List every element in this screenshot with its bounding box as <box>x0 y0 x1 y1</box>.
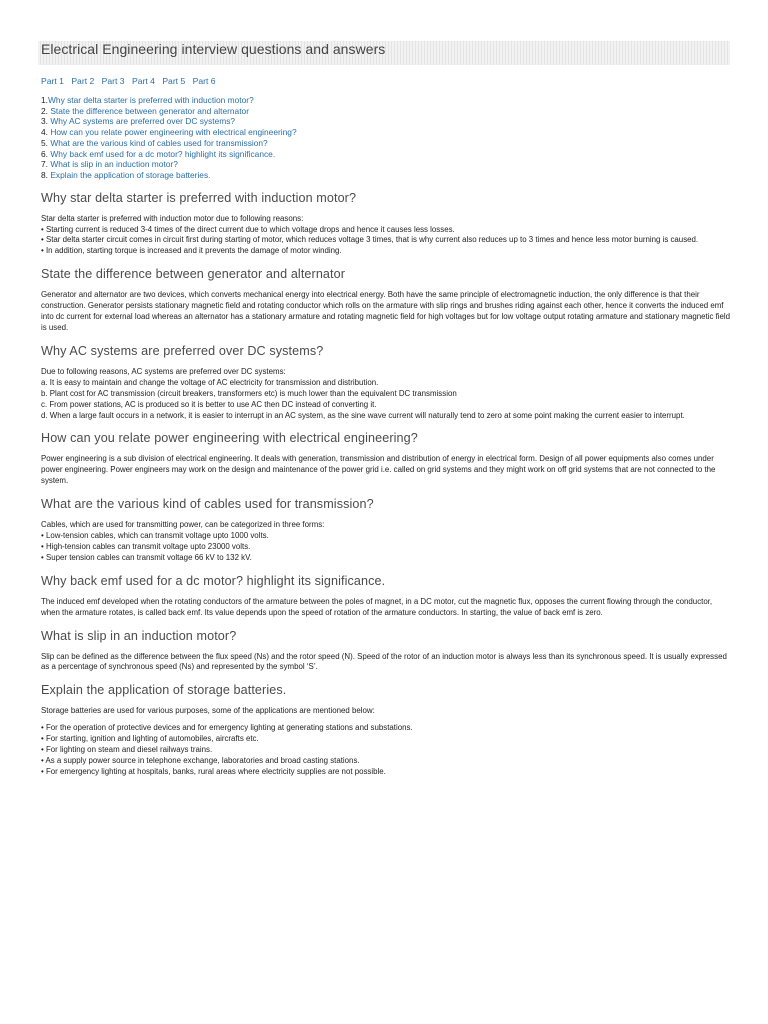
toc-link[interactable]: Why back emf used for a dc motor? highlight its significance. <box>50 148 276 159</box>
toc-item <box>41 170 732 181</box>
toc-link[interactable]: How can you relate power engineering with electrical engineering? <box>50 127 297 138</box>
answer-line: d. When a large fault occurs in a network, it is easier to interrupt in an AC system, as the sine wave current will naturally tend to zero at some point making the current easier to interrupt. <box>41 410 685 420</box>
toc-number: 1. <box>41 95 48 105</box>
section-body-back-emf <box>41 597 732 619</box>
toc-link[interactable]: State the difference between generator and alternator <box>50 105 249 116</box>
part-link-4[interactable]: Part 4 <box>131 76 155 86</box>
toc-item <box>41 127 732 138</box>
toc-number: 2. <box>41 105 48 116</box>
toc-number: 5. <box>41 137 48 148</box>
section-heading-storage-batteries: Explain the application of storage batteries. <box>41 683 287 698</box>
toc-number: 8. <box>41 169 48 180</box>
toc-link[interactable]: Explain the application of storage batteries. <box>50 169 211 180</box>
section-heading-cables: What are the various kind of cables used for transmission? <box>41 497 374 512</box>
toc-item <box>41 95 732 106</box>
table-of-contents <box>41 95 732 181</box>
section-body-cables <box>41 520 732 564</box>
answer-line: Generator and alternator are two devices, which converts mechanical energy into electrical energy. Both have the same principle of electromagnetic induction, the only difference is that their construction. Generator persists stationary magnetic field and rotating conductor which rolls on the armature with slip rings and brushes riding against each other, hence it converts the induced emf into dc current for external load whereas an alternator has a stationary armature and rotating magnetic field for high voltages but for low voltage output rotating armature and stationary magnetic field is used. <box>41 290 731 332</box>
part-link-2[interactable]: Part 2 <box>71 76 95 86</box>
section-heading-back-emf: Why back emf used for a dc motor? highlight its significance. <box>41 573 386 588</box>
answer-line: Slip can be defined as the difference between the flux speed (Ns) and the rotor speed (N). Speed of the rotor of an induction motor is always less than its synchronous speed. It is usually expressed as a percentage of synchronous speed (Ns) and represented by the symbol ‘S’. <box>41 651 727 672</box>
answer-line: The induced emf developed when the rotating conductors of the armature between the poles of magnet, in a DC motor, cut the magnetic flux, opposes the current flowing through the conductor, when the armature rotates, is called back emf. Its value depends upon the speed of rotation of the armature conductors. In starting, the value of back emf is zero. <box>41 596 713 617</box>
toc-number: 6. <box>41 148 48 159</box>
toc-item <box>41 106 732 117</box>
section-heading-ac-vs-dc: Why AC systems are preferred over DC systems? <box>41 343 324 358</box>
answer-line: • For emergency lighting at hospitals, banks, rural areas where electricity supplies are not possible. <box>41 766 386 776</box>
answer-line: • Super tension cables can transmit voltage 66 kV to 132 kV. <box>41 552 252 562</box>
answer-line: • For lighting on steam and diesel railways trains. <box>41 745 213 755</box>
toc-item <box>41 138 732 149</box>
section-heading-slip: What is slip in an induction motor? <box>41 628 237 643</box>
answer-line: • For starting, ignition and lighting of automobiles, aircrafts etc. <box>41 734 259 744</box>
toc-number: 4. <box>41 127 48 138</box>
answer-line: c. From power stations, AC is produced so it is better to use AC then DC instead of converting it. <box>41 399 377 409</box>
toc-number: 3. <box>41 116 48 127</box>
answer-line: • Starting current is reduced 3-4 times of the direct current due to which voltage drops and hence it causes less losses. <box>41 224 455 234</box>
section-heading-generator-alternator: State the difference between generator and alternator <box>41 267 346 282</box>
answer-line: • Low-tension cables, which can transmit voltage upto 1000 volts. <box>41 531 269 541</box>
answer-line: • In addition, starting torque is increased and it prevents the damage of motor winding. <box>41 246 342 256</box>
answer-line: Star delta starter is preferred with induction motor due to following reasons: <box>41 213 304 223</box>
answer-line: b. Plant cost for AC transmission (circuit breakers, transformers etc) is much lower than the equivalent DC transmission <box>41 388 457 398</box>
section-body-slip <box>41 652 732 674</box>
answer-line: Storage batteries are used for various purposes, some of the applications are mentioned below: <box>41 706 375 716</box>
section-body-star-delta <box>41 214 732 258</box>
section-body-generator-alternator <box>41 290 732 334</box>
document-page <box>0 41 768 1024</box>
part-link-5[interactable]: Part 5 <box>162 76 186 86</box>
answer-line: • For the operation of protective devices and for emergency lighting at generating stations and substations. <box>41 723 413 733</box>
toc-item <box>41 159 732 170</box>
section-body-storage-batteries <box>41 706 732 777</box>
part-link-3[interactable]: Part 3 <box>101 76 125 86</box>
toc-item <box>41 149 732 160</box>
answer-line: Power engineering is a sub division of electrical engineering. It deals with generation, transmission and distribution of energy in electrical form. Design of all power equipments also comes under power engineering. Power engineers may work on the design and maintenance of the power grid i.e. called on grid systems and they might work on off grid systems that are not connected to the system. <box>41 454 716 486</box>
section-body-ac-vs-dc <box>41 367 732 422</box>
toc-link[interactable]: What are the various kind of cables used for transmission? <box>50 137 268 148</box>
part-link-6[interactable]: Part 6 <box>192 76 216 86</box>
toc-link[interactable]: Why AC systems are preferred over DC systems? <box>50 116 236 127</box>
toc-number: 7. <box>41 159 48 170</box>
part-link-1[interactable]: Part 1 <box>41 76 64 86</box>
section-heading-star-delta: Why star delta starter is preferred with induction motor? <box>41 190 357 205</box>
answer-line: a. It is easy to maintain and change the voltage of AC electricity for transmission and distribution. <box>41 377 379 387</box>
answer-line: • As a supply power source in telephone exchange, laboratories and broad casting stations. <box>41 756 360 765</box>
section-heading-power-engineering: How can you relate power engineering with electrical engineering? <box>41 431 418 446</box>
answer-line: Due to following reasons, AC systems are preferred over DC systems: <box>41 366 286 376</box>
toc-link[interactable]: Why star delta starter is preferred with induction motor? <box>48 95 254 105</box>
toc-link[interactable]: What is slip in an induction motor? <box>50 159 178 170</box>
page-title: Electrical Engineering interview questions and answers <box>38 41 730 65</box>
answer-line: Cables, which are used for transmitting power, can be categorized in three forms: <box>41 520 325 530</box>
toc-item <box>41 116 732 127</box>
answer-line: • Star delta starter circuit comes in circuit first during starting of motor, which reduces voltage 3 times, that is why current also reduces up to 3 times and hence less motor burning is caused. <box>41 235 699 245</box>
parts-nav <box>41 76 732 87</box>
answer-line: • High-tension cables can transmit voltage upto 23000 volts. <box>41 541 251 551</box>
section-body-power-engineering <box>41 454 732 487</box>
